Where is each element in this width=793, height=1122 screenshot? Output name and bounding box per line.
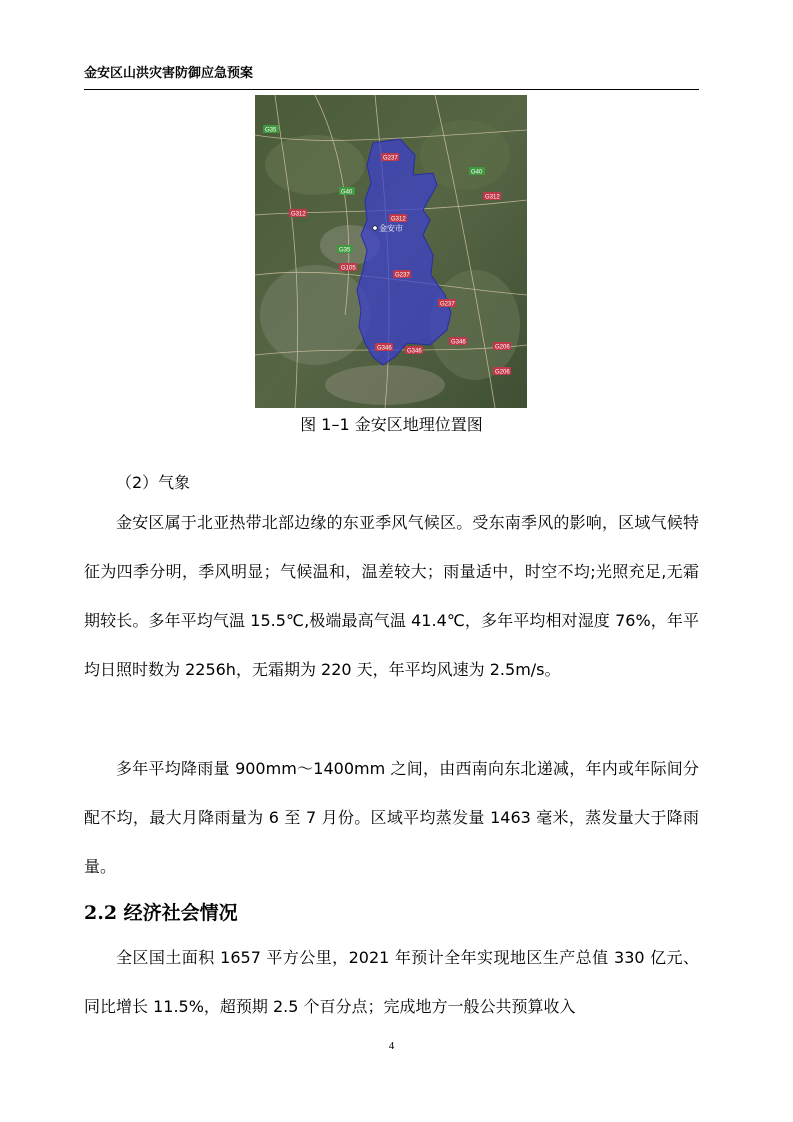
svg-text:G35: G35 (265, 127, 277, 134)
svg-text:G40: G40 (341, 189, 353, 196)
svg-text:G40: G40 (471, 169, 483, 176)
svg-text:G312: G312 (485, 194, 500, 201)
svg-text:G346: G346 (407, 348, 422, 355)
svg-text:G206: G206 (495, 369, 510, 376)
header-rule (84, 89, 699, 90)
page-number: 4 (388, 1040, 395, 1052)
svg-text:G206: G206 (495, 344, 510, 351)
svg-text:G35: G35 (339, 247, 351, 254)
svg-text:G105: G105 (341, 265, 356, 272)
svg-text:G346: G346 (451, 339, 466, 346)
figure-caption: 图 1–1 金安区地理位置图 (300, 415, 483, 434)
city-label: 金安市 (379, 224, 403, 233)
location-map (255, 95, 527, 408)
subheading-weather: （2）气象 (116, 473, 191, 492)
svg-text:G237: G237 (395, 272, 410, 279)
svg-text:G312: G312 (391, 216, 406, 223)
svg-text:G237: G237 (383, 155, 398, 162)
paragraph-climate: 金安区属于北亚热带北部边缘的东亚季风气候区。受东南季风的影响，区域气候特征为四季分明，季风明显；气候温和，温差较大；雨量适中，时空不均;光照充足,无霜期较长。多年平均气温 15.5℃,极端最高气温 41.4℃，多年平均相对湿度 76%，年平均日照时数为 2256h，无霜期为 220 天，年平均风速为 2.5m/s。 (84, 513, 699, 679)
svg-text:G312: G312 (291, 211, 306, 218)
svg-text:G237: G237 (440, 301, 455, 308)
city-marker (373, 226, 377, 230)
section-title: 2.2 经济社会情况 (84, 902, 238, 924)
paragraph-rainfall: 多年平均降雨量 900mm～1400mm 之间，由西南向东北递减，年内或年际间分配不均，最大月降雨量为 6 至 7 月份。区域平均蒸发量 1463 毫米，蒸发量大于降雨量。 (84, 759, 699, 876)
svg-text:G346: G346 (377, 345, 392, 352)
document-header: 金安区山洪灾害防御应急预案 (84, 66, 254, 81)
paragraph-economy: 全区国土面积 1657 平方公里，2021 年预计全年实现地区生产总值 330 亿元、同比增长 11.5%，超预期 2.5 个百分点；完成地方一般公共预算收入 (84, 948, 699, 1016)
